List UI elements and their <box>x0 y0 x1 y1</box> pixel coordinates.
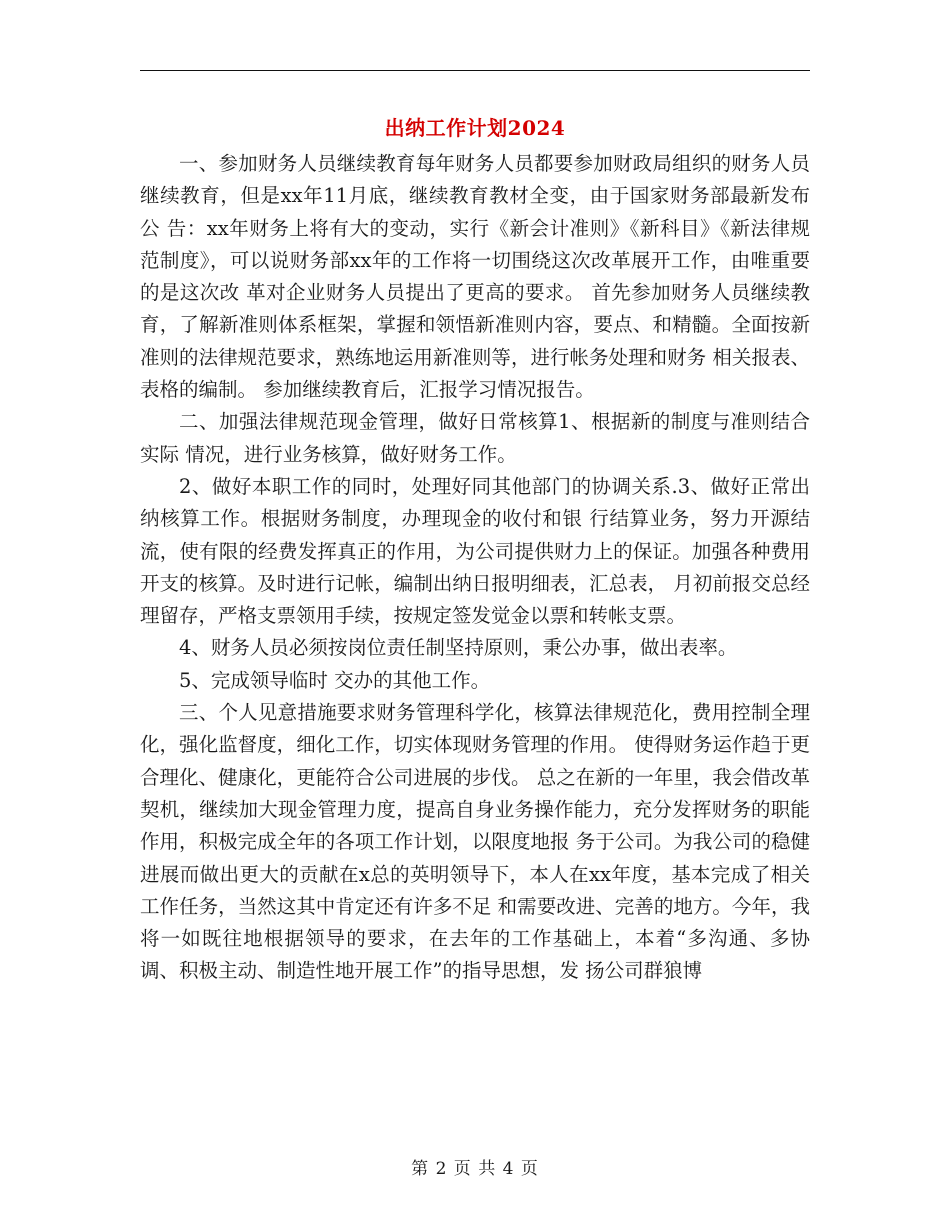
page-number: 第 2 页 共 4 页 <box>411 1159 539 1179</box>
header-rule <box>140 70 810 71</box>
paragraph-education: 一、参加财务人员继续教育每年财务人员都要参加财政局组织的财务人员继续教育，但是xx年11月底，继续教育教材全变，由于国家财务部最新发布公 告：xx年财务上将有大的变动，实行《新会计准则》《新科目》《新法律规范制度》，可以说财务部xx年的工作将一切围绕这次改革展开工作，由唯重要的是这次改 革对企业财务人员提出了更高的要求。 首先参加财务人员继续教育，了解新准则体系框架，掌握和领悟新准则内容，要点、和精髓。全面按新准则的法律规范要求，熟练地运用新准则等，进行帐务处理和财务 相关报表、表格的编制。 参加继续教育后，汇报学习情况报告。 <box>140 152 810 402</box>
document-title: 出纳工作计划2024 <box>384 116 566 140</box>
paragraph-suggestions: 三、个人见意措施要求财务管理科学化，核算法律规范化，费用控制全理化，强化监督度，细化工作，切实体现财务管理的作用。 使得财务运作趋于更合理化、健康化，更能符合公司进展的步伐。 总之在新的一年里，我会借改革契机，继续加大现金管理力度，提高自身业务操作能力，充分发挥财务的职能作用，积极完成全年的各项工作计划，以限度地报 务于公司。为我公司的稳健进展而做出更大的贡献在x总的英明领导下，本人在xx年度，基本完成了相关工作任务，当然这其中肯定还有许多不足 和需要改进、完善的地方。今年，我将一如既往地根据领导的要求，在去年的工作基础上，本着“多沟通、多协调、积极主动、制造性地开展工作”的指导思想，发 扬公司群狼博 <box>140 701 810 983</box>
document-body <box>140 148 810 988</box>
paragraph-cashier-duties: 2、做好本职工作的同时，处理好同其他部门的协调关系.3、做好正常出纳核算工作。根据财务制度，办理现金的收付和银 行结算业务，努力开源结流，使有限的经费发挥真正的作用，为公司提供财力上的保证。加强各种费用开支的核算。及时进行记帐，编制出纳日报明细表，汇总表， 月初前报交总经理留存，严格支票领用手续，按规定签发觉金以票和转帐支票。 <box>140 474 810 628</box>
paragraph-responsibility: 4、财务人员必须按岗位责任制坚持原则，秉公办事，做出表率。 <box>179 636 738 660</box>
paragraph-cash-management: 二、加强法律规范现金管理，做好日常核算1、根据新的制度与准则结合实际 情况，进行业务核算，做好财务工作。 <box>140 410 810 466</box>
paragraph-other-tasks: 5、完成领导临时 交办的其他工作。 <box>179 668 491 692</box>
